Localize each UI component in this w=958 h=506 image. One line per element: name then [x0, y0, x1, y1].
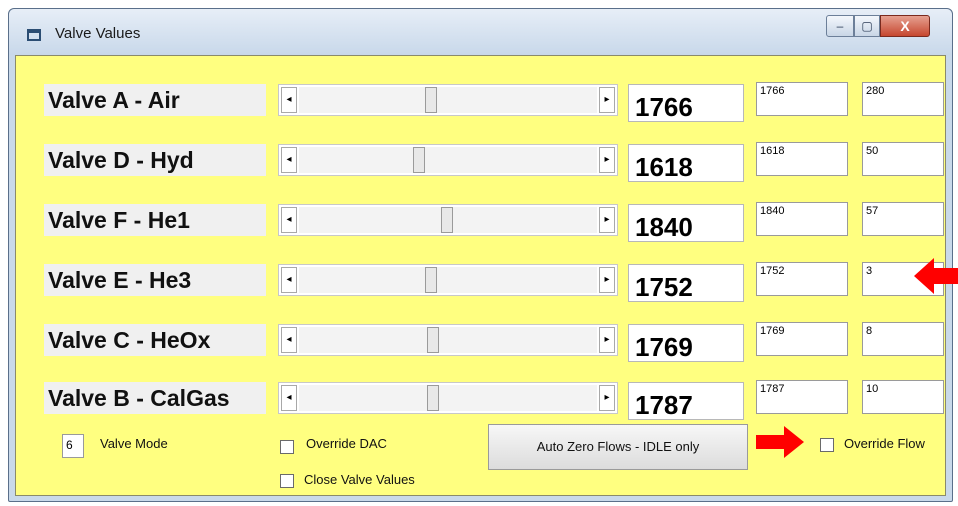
auto-zero-flows-button[interactable]: Auto Zero Flows - IDLE only: [488, 424, 748, 470]
scroll-thumb[interactable]: [425, 87, 437, 113]
scroll-right-arrow[interactable]: ▸: [599, 147, 615, 173]
scroll-thumb[interactable]: [427, 385, 439, 411]
valve-label: Valve C - HeOx: [44, 324, 266, 356]
valve-scrollbar[interactable]: [278, 204, 618, 236]
flow-input[interactable]: 10: [862, 380, 944, 414]
scroll-track[interactable]: [299, 385, 597, 411]
dac-input[interactable]: 1787: [756, 380, 848, 414]
flow-input[interactable]: 3: [862, 262, 944, 296]
scroll-track[interactable]: [299, 267, 597, 293]
scroll-right-arrow[interactable]: ▸: [599, 385, 615, 411]
scroll-left-arrow[interactable]: ◂: [281, 147, 297, 173]
valve-scrollbar[interactable]: [278, 324, 618, 356]
scroll-thumb[interactable]: [427, 327, 439, 353]
scroll-right-arrow[interactable]: ▸: [599, 87, 615, 113]
scroll-left-arrow[interactable]: ◂: [281, 327, 297, 353]
scroll-thumb[interactable]: [441, 207, 453, 233]
close-valve-values-label: Close Valve Values: [304, 472, 415, 487]
valve-scrollbar[interactable]: [278, 382, 618, 414]
valve-value-display: 1766: [628, 84, 744, 122]
valve-value-display: 1787: [628, 382, 744, 420]
override-dac-checkbox[interactable]: [280, 440, 294, 454]
title-bar[interactable]: [9, 9, 952, 55]
valve-label: Valve B - CalGas: [44, 382, 266, 414]
scroll-left-arrow[interactable]: ◂: [281, 385, 297, 411]
override-dac-label: Override DAC: [306, 436, 387, 451]
flow-input[interactable]: 280: [862, 82, 944, 116]
valve-mode-label: Valve Mode: [100, 436, 168, 451]
flow-input[interactable]: 57: [862, 202, 944, 236]
scroll-left-arrow[interactable]: ◂: [281, 207, 297, 233]
valve-scrollbar[interactable]: [278, 264, 618, 296]
scroll-right-arrow[interactable]: ▸: [599, 207, 615, 233]
red-arrow-icon: [756, 424, 804, 460]
override-flow-checkbox[interactable]: [820, 438, 834, 452]
dac-input[interactable]: 1766: [756, 82, 848, 116]
valve-value-display: 1618: [628, 144, 744, 182]
scroll-right-arrow[interactable]: ▸: [599, 327, 615, 353]
valve-scrollbar[interactable]: [278, 84, 618, 116]
valve-values-window: [8, 8, 953, 502]
red-arrow-icon: [914, 256, 958, 296]
override-flow-label: Override Flow: [844, 436, 925, 451]
valve-label: Valve A - Air: [44, 84, 266, 116]
dac-input[interactable]: 1840: [756, 202, 848, 236]
close-button[interactable]: X: [880, 15, 930, 37]
dac-input[interactable]: 1618: [756, 142, 848, 176]
scroll-right-arrow[interactable]: ▸: [599, 267, 615, 293]
scroll-track[interactable]: [299, 327, 597, 353]
app-icon: [27, 29, 41, 41]
dac-input[interactable]: 1769: [756, 322, 848, 356]
scroll-track[interactable]: [299, 207, 597, 233]
scroll-left-arrow[interactable]: ◂: [281, 87, 297, 113]
client-area: [15, 55, 946, 496]
dac-input[interactable]: 1752: [756, 262, 848, 296]
maximize-button[interactable]: ▢: [854, 15, 880, 37]
valve-value-display: 1752: [628, 264, 744, 302]
valve-label: Valve D - Hyd: [44, 144, 266, 176]
valve-scrollbar[interactable]: [278, 144, 618, 176]
valve-value-display: 1769: [628, 324, 744, 362]
flow-input[interactable]: 8: [862, 322, 944, 356]
valve-label: Valve F - He1: [44, 204, 266, 236]
close-valve-values-checkbox[interactable]: [280, 474, 294, 488]
scroll-thumb[interactable]: [425, 267, 437, 293]
flow-input[interactable]: 50: [862, 142, 944, 176]
valve-label: Valve E - He3: [44, 264, 266, 296]
scroll-thumb[interactable]: [413, 147, 425, 173]
scroll-left-arrow[interactable]: ◂: [281, 267, 297, 293]
scroll-track[interactable]: [299, 87, 597, 113]
scroll-track[interactable]: [299, 147, 597, 173]
window-title: Valve Values: [55, 25, 141, 42]
minimize-button[interactable]: –: [826, 15, 854, 37]
valve-mode-input[interactable]: 6: [62, 434, 84, 458]
valve-value-display: 1840: [628, 204, 744, 242]
